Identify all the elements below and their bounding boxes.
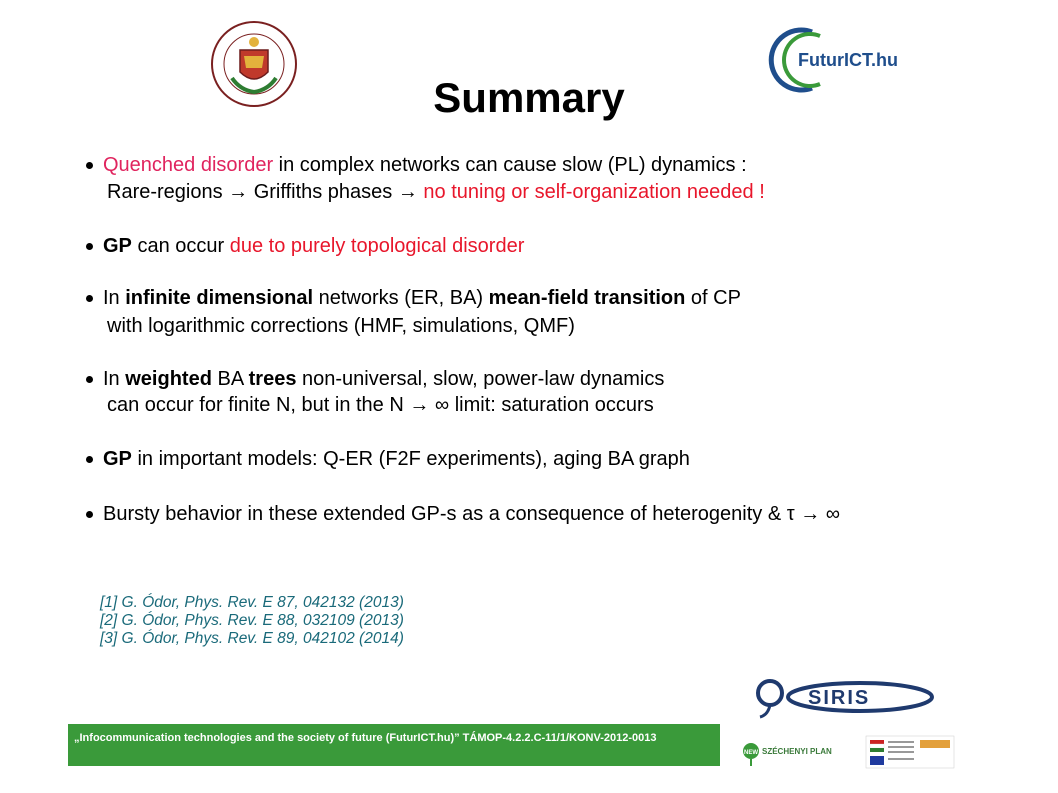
bullet-dot	[86, 456, 93, 463]
bullet-4-line-2-segment: can occur for finite N, but in the N → ∞ limit: saturation occurs	[107, 394, 654, 416]
bullet-3-line-1-segment: mean-field transition	[488, 287, 686, 309]
bullet-2-line-1	[103, 234, 524, 258]
futurict-logo-text: FuturICT.hu	[798, 50, 898, 70]
bullet-dot	[86, 376, 93, 383]
szechenyi-logo-text: SZÉCHENYI PLAN	[762, 747, 832, 756]
bullet-5-line-1-segment: GP	[103, 448, 132, 470]
bullet-4-line-2	[107, 393, 654, 417]
bullet-2-line-1-segment: can occur	[131, 235, 230, 257]
bullet-3-line-1-segment: In	[103, 287, 126, 309]
reference-item: [1] G. Ódor, Phys. Rev. E 87, 042132 (2013)	[100, 594, 404, 611]
bullet-5-line-1	[103, 447, 690, 471]
bullet-4-line-1	[103, 367, 664, 391]
bullet-3-line-2	[107, 314, 575, 338]
bullet-1-line-1	[103, 153, 747, 177]
bullet-6-line-1	[103, 502, 840, 526]
reference-item: [2] G. Ódor, Phys. Rev. E 88, 032109 (2013)	[100, 612, 404, 629]
bullet-dot	[86, 295, 93, 302]
bullet-1-line-2-segment: Rare-regions → Griffiths phases →	[107, 181, 424, 203]
bullet-4-line-1-segment: In	[103, 368, 126, 390]
siris-logo-text: SIRIS	[808, 687, 871, 709]
bullet-4-line-1-segment: BA	[211, 368, 249, 390]
footer-text: „Infocommunication technologies and the society of future (FuturICT.hu)” TÁMOP-4.2.2.C-11/1/KONV-2012-0013	[74, 732, 657, 744]
bullet-1-line-1-segment: in complex networks can cause slow (PL) dynamics :	[273, 154, 747, 176]
bullet-1-line-1-segment: Quenched disorder	[103, 154, 274, 176]
slide-title: Summary	[433, 74, 625, 121]
eu-hungary-logo	[866, 736, 954, 768]
bullet-3-line-1-segment: infinite dimensional	[125, 287, 314, 309]
bullet-3-line-1-segment: of CP	[685, 287, 741, 309]
bullet-4-line-1-segment: weighted	[125, 368, 212, 390]
bullet-2-line-1-segment: GP	[103, 235, 132, 257]
reference-item: [3] G. Ódor, Phys. Rev. E 89, 042102 (2014)	[100, 630, 404, 647]
bullet-4-line-1-segment: non-universal, slow, power-law dynamics	[296, 368, 665, 390]
bullet-3-line-1-segment: networks (ER, BA)	[313, 287, 489, 309]
bullet-1-line-2	[107, 180, 765, 204]
bullet-dot	[86, 511, 93, 518]
bullet-4-line-1-segment: trees	[248, 368, 297, 390]
bullet-5-line-1-segment: in important models: Q-ER (F2F experiments), aging BA graph	[131, 448, 690, 470]
bullet-3-line-1	[103, 286, 741, 310]
szechenyi-plan-logo	[742, 737, 832, 767]
bullet-dot	[86, 162, 93, 169]
bullet-dot	[86, 243, 93, 250]
bullet-6-line-1-segment: Bursty behavior in these extended GP-s as a consequence of heterogenity & τ → ∞	[103, 503, 841, 525]
bullet-2-line-1-segment: due to purely topological disorder	[229, 235, 525, 257]
bullet-3-line-2-segment: with logarithmic corrections (HMF, simulations, QMF)	[107, 315, 575, 337]
siris-logo	[748, 675, 936, 721]
bullet-1-line-2-segment: no tuning or self-organization needed !	[423, 181, 765, 203]
new-badge-text: NEW	[744, 750, 758, 756]
